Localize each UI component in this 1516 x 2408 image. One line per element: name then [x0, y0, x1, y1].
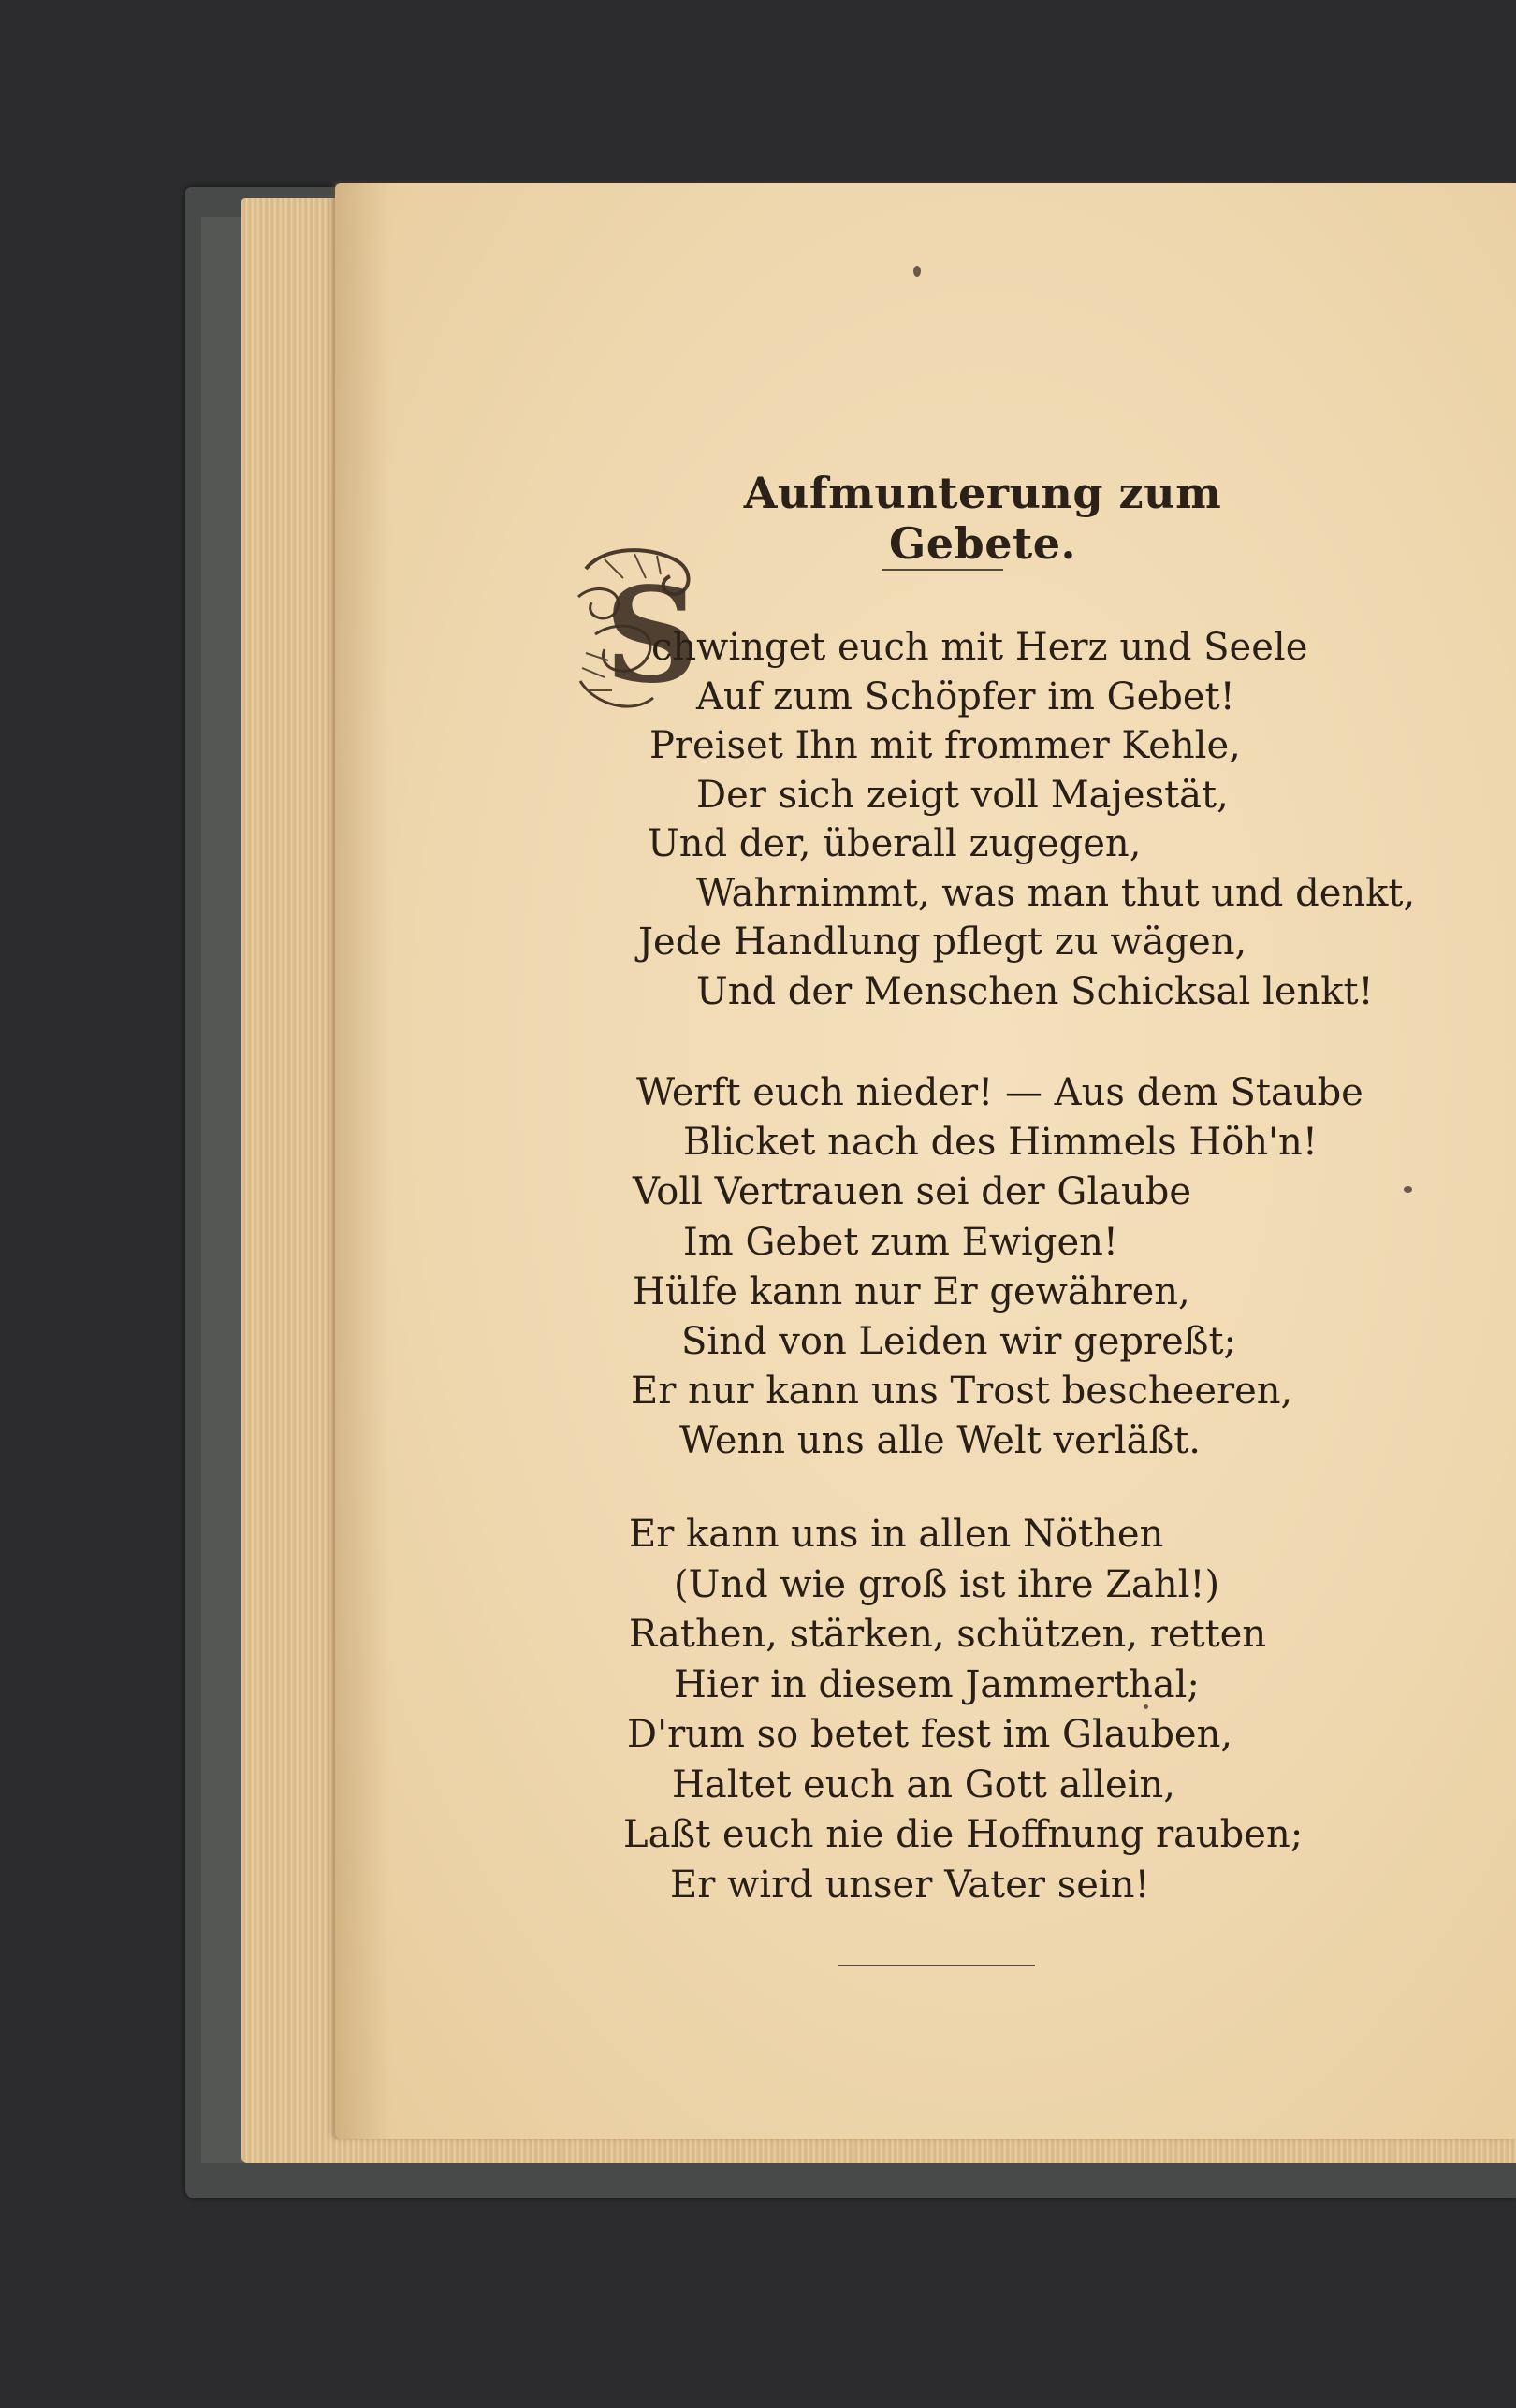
- poem-line: Und der, überall zugegen,: [648, 822, 1142, 865]
- drop-cap-letter: S: [605, 559, 700, 713]
- poem-line: Er kann uns in allen Nöthen: [629, 1513, 1164, 1556]
- poem-line: Jede Handlung pflegt zu wägen,: [638, 921, 1247, 964]
- poem-line: Der sich zeigt voll Majestät,: [696, 774, 1229, 817]
- poem-line: Hülfe kann nur Er gewähren,: [633, 1270, 1190, 1313]
- poem-line: Auf zum Schöpfer im Gebet!: [696, 675, 1235, 718]
- end-rule: [838, 1965, 1035, 1966]
- poem-line: chwinget euch mit Herz und Seele: [651, 626, 1308, 669]
- poem-line: Und der Menschen Schicksal lenkt!: [696, 970, 1374, 1013]
- poem-line: Im Gebet zum Ewigen!: [683, 1221, 1118, 1264]
- poem-line: Preiset Ihn mit frommer Kehle,: [649, 724, 1241, 767]
- poem-line: D'rum so betet fest im Glauben,: [627, 1713, 1233, 1756]
- poem-line: (Und wie groß ist ihre Zahl!): [674, 1563, 1220, 1606]
- poem-line: Rathen, stärken, schützen, retten: [629, 1613, 1267, 1656]
- poem-line: Er nur kann uns Trost bescheeren,: [631, 1370, 1293, 1413]
- poem-line: Werft euch nieder! — Aus dem Staube: [636, 1071, 1363, 1114]
- poem-line: Er wird unser Vater sein!: [670, 1864, 1150, 1907]
- poem-line: Sind von Leiden wir gepreßt;: [681, 1320, 1237, 1363]
- poem-line: Wahrnimmt, was man thut und denkt,: [696, 872, 1416, 915]
- poem-line: Laßt euch nie die Hoffnung rauben;: [623, 1813, 1304, 1856]
- poem-line: Haltet euch an Gott allein,: [672, 1763, 1175, 1806]
- poem-line: Blicket nach des Himmels Höh'n!: [683, 1121, 1318, 1164]
- poem-line: Voll Vertrauen sei der Glaube: [633, 1170, 1192, 1213]
- poem-line: Wenn uns alle Welt verläßt.: [679, 1419, 1201, 1462]
- poem-title: Aufmunterung zum Gebete.: [743, 468, 1222, 569]
- poem-line: Hier in diesem Jammerthal;: [674, 1663, 1200, 1706]
